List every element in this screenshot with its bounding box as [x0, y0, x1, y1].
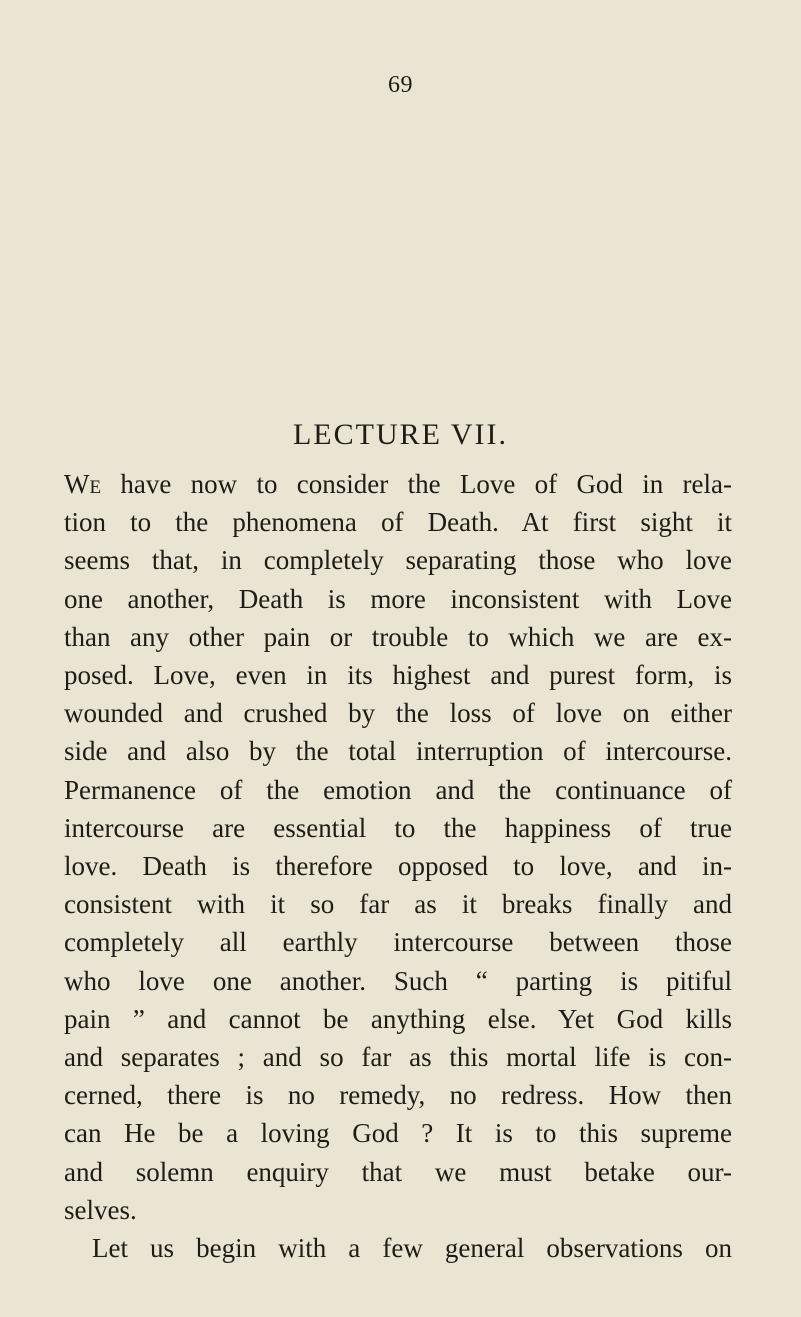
text-line: We have now to consider the Love of God in rela- — [64, 469, 733, 499]
body-text — [64, 465, 732, 1267]
text-line: tion to the phenomena of Death. At first sight it — [64, 507, 732, 538]
text-line: cerned, there is no remedy, no redress. How then — [64, 1080, 732, 1111]
text-line: side and also by the total interruption of intercourse. — [64, 736, 732, 767]
text-line: one another, Death is more inconsistent with Love — [64, 583, 732, 614]
text-line: Permanence of the emotion and the continuance of — [64, 774, 732, 805]
text-line: seems that, in completely separating those who love — [64, 545, 732, 576]
text-line: who love one another. Such “ parting is pitiful — [64, 965, 732, 996]
text-line: intercourse are essential to the happiness of true — [64, 812, 732, 843]
lecture-heading: LECTURE VII. — [292, 418, 509, 451]
text-line: pain ” and cannot be anything else. Yet God kills — [64, 1003, 732, 1034]
text-line: wounded and crushed by the loss of love on either — [64, 698, 732, 729]
text-line: can He be a loving God ? It is to this supreme — [64, 1118, 732, 1149]
text-line: selves. — [64, 1194, 137, 1225]
text-line: completely all earthly intercourse between those — [64, 927, 732, 958]
text-line: Let us begin with a few general observations on — [92, 1233, 732, 1264]
text-line: love. Death is therefore opposed to love, and in- — [64, 851, 732, 882]
opening-word: We — [64, 469, 102, 499]
page-number: 69 — [388, 72, 413, 98]
text-line: and separates ; and so far as this mortal life is con- — [64, 1042, 732, 1073]
text-line: than any other pain or trouble to which we are ex- — [64, 621, 732, 652]
text-line: and solemn enquiry that we must betake our- — [64, 1156, 732, 1187]
text-line: posed. Love, even in its highest and purest form, is — [64, 660, 732, 691]
text-line: consistent with it so far as it breaks finally and — [64, 889, 732, 920]
